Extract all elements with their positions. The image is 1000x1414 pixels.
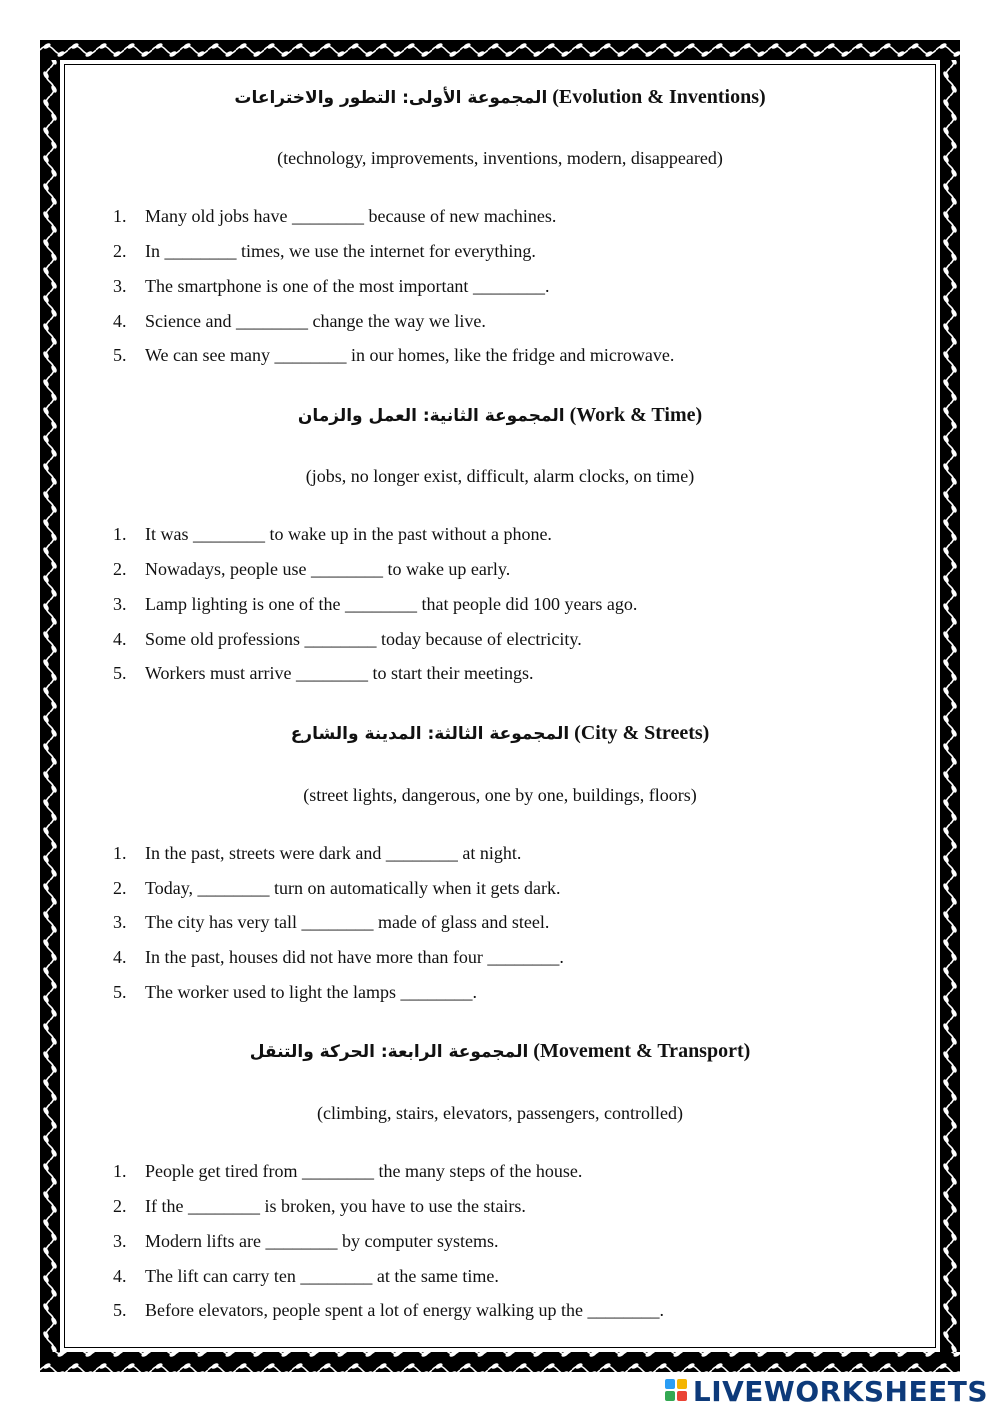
section-4-title-arabic: المجموعة الرابعة: الحركة والتنقل bbox=[249, 1042, 529, 1062]
section-3-title-arabic: المجموعة الثالثة: المدينة والشارع bbox=[290, 724, 570, 744]
section-1-item-4[interactable]: 4. Science and ________ change the way we live. bbox=[113, 311, 486, 331]
section-3-item-5[interactable]: 5. The worker used to light the lamps ________. bbox=[113, 982, 477, 1002]
liveworksheets-logo[interactable] bbox=[665, 1374, 988, 1408]
section-2-item-2[interactable]: 2. Nowadays, people use ________ to wake up early. bbox=[113, 559, 511, 579]
liveworksheets-logo-icon bbox=[665, 1379, 689, 1403]
section-4-item-4[interactable]: 4. The lift can carry ten ________ at the same time. bbox=[113, 1266, 499, 1286]
section-3-word-bank: (street lights, dangerous, one by one, buildings, floors) bbox=[303, 785, 697, 805]
section-4-item-3[interactable]: 3. Modern lifts are ________ by computer systems. bbox=[113, 1231, 499, 1251]
section-2-title-arabic: المجموعة الثانية: العمل والزمان bbox=[297, 406, 565, 426]
section-3-item-3[interactable]: 3. The city has very tall ________ made of glass and steel. bbox=[113, 912, 550, 932]
section-3-title bbox=[0, 722, 1000, 745]
section-1-item-1[interactable]: 1. Many old jobs have ________ because of new machines. bbox=[113, 206, 557, 226]
section-3-item-2[interactable]: 2. Today, ________ turn on automatically when it gets dark. bbox=[113, 878, 561, 898]
section-2-item-5[interactable]: 5. Workers must arrive ________ to start their meetings. bbox=[113, 663, 534, 683]
section-2-title-english: (Work & Time) bbox=[569, 404, 703, 426]
section-4-word-bank: (climbing, stairs, elevators, passengers, controlled) bbox=[317, 1103, 683, 1123]
section-4-item-1[interactable]: 1. People get tired from ________ the many steps of the house. bbox=[113, 1161, 583, 1181]
section-1-word-bank: (technology, improvements, inventions, modern, disappeared) bbox=[277, 148, 723, 168]
section-2-item-1[interactable]: 1. It was ________ to wake up in the past without a phone. bbox=[113, 524, 552, 544]
section-2-item-3[interactable]: 3. Lamp lighting is one of the ________ that people did 100 years ago. bbox=[113, 594, 638, 614]
section-1-title-arabic: المجموعة الأولى: التطور والاختراعات bbox=[234, 88, 548, 108]
section-3-title-english: (City & Streets) bbox=[574, 722, 710, 744]
section-4-item-5[interactable]: 5. Before elevators, people spent a lot of energy walking up the ________. bbox=[113, 1300, 665, 1320]
section-1-item-2[interactable]: 2. In ________ times, we use the internet for everything. bbox=[113, 241, 536, 261]
section-1-title bbox=[0, 86, 1000, 109]
section-2-item-4[interactable]: 4. Some old professions ________ today because of electricity. bbox=[113, 629, 582, 649]
section-4-item-2[interactable]: 2. If the ________ is broken, you have to use the stairs. bbox=[113, 1196, 526, 1216]
section-1-title-english: (Evolution & Inventions) bbox=[552, 86, 766, 108]
section-2-title bbox=[0, 404, 1000, 427]
liveworksheets-logo-text: LIVEWORKSHEETS bbox=[692, 1374, 988, 1408]
section-4-title-english: (Movement & Transport) bbox=[533, 1040, 751, 1062]
section-4-title bbox=[0, 1040, 1000, 1063]
section-3-item-4[interactable]: 4. In the past, houses did not have more than four ________. bbox=[113, 947, 564, 967]
section-3-item-1[interactable]: 1. In the past, streets were dark and ________ at night. bbox=[113, 843, 522, 863]
section-2-word-bank: (jobs, no longer exist, difficult, alarm clocks, on time) bbox=[305, 466, 695, 486]
section-1-item-5[interactable]: 5. We can see many ________ in our homes, like the fridge and microwave. bbox=[113, 345, 675, 365]
section-1-item-3[interactable]: 3. The smartphone is one of the most important ________. bbox=[113, 276, 550, 296]
